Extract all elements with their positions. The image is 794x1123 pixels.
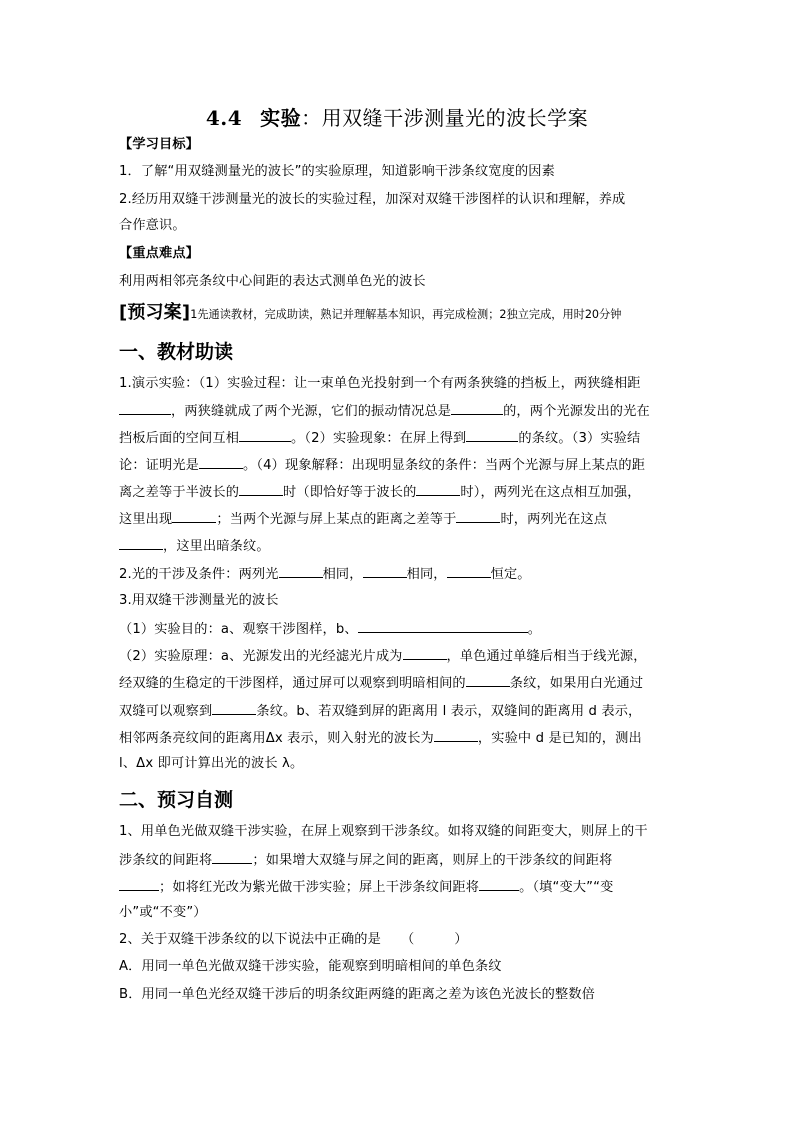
s1-item-3-2-line-2 xyxy=(119,672,679,694)
answer-blank[interactable] xyxy=(212,849,252,864)
text-segment: ，两狭缝就成了两个光源，它们的振动情况总是 xyxy=(171,404,452,419)
text-segment: 这里出现 xyxy=(119,512,173,527)
s1-item-3-2-line-4 xyxy=(119,727,679,749)
s1-item-3-2-line-5: l、Δx 即可计算出光的波长 λ。 xyxy=(119,756,304,771)
s1-line-7 xyxy=(119,535,679,557)
s1-line-1: 1.演示实验：（1）实验过程：让一束单色光投射到一个有两条狭缝的挡板上，两狭缝相距 xyxy=(119,376,641,391)
objective-1: 1．了解“用双缝测量光的波长”的实验原理，知道影响干涉条纹宽度的因素 xyxy=(119,164,555,179)
text-segment: 时），两列光在这点相互加强， xyxy=(460,485,641,500)
answer-blank[interactable] xyxy=(358,618,528,633)
text-segment: 双缝可以观察到 xyxy=(119,704,213,719)
answer-blank[interactable] xyxy=(447,563,491,578)
text-segment: 。（4）现象解释：出现明显条纹的条件：当两个光源与屏上某点的距 xyxy=(243,458,646,473)
answer-blank[interactable] xyxy=(363,563,407,578)
s1-line-5 xyxy=(119,481,679,503)
text-segment: 的条纹。（3）实验结 xyxy=(518,431,641,446)
title-rest: ：用双缝干涉测量光的波长学案 xyxy=(301,106,589,130)
text-segment: 恒定。 xyxy=(490,567,531,582)
s1-item-2 xyxy=(119,563,679,585)
page-title xyxy=(0,102,794,131)
section1-heading: 一、教材助读 xyxy=(119,341,234,363)
text-segment: 论：证明光是 xyxy=(119,458,200,473)
answer-blank[interactable] xyxy=(212,700,256,715)
answer-blank[interactable] xyxy=(119,400,171,415)
text-segment: 。（填“变大”“变 xyxy=(519,880,614,895)
text-segment: ；如果增大双缝与屏之间的距离，则屏上的干涉条纹的间距将 xyxy=(252,853,613,868)
s1-line-6 xyxy=(119,508,679,530)
text-segment: 。 xyxy=(527,622,542,637)
text-segment: 离之差等于半波长的 xyxy=(119,485,240,500)
q2-stem: 2、关于双缝干涉条纹的以下说法中正确的是 （ ） xyxy=(119,932,468,947)
answer-blank[interactable] xyxy=(479,876,519,891)
objective-2b: 合作意识。 xyxy=(119,218,186,233)
preview-note: 1先通读教材，完成助读，熟记并理解基本知识，再完成检测；2独立完成，用时20分钟 xyxy=(190,308,622,321)
text-segment: 涉条纹的间距将 xyxy=(119,853,213,868)
answer-blank[interactable] xyxy=(239,481,283,496)
answer-blank[interactable] xyxy=(279,563,323,578)
key-points-heading: 【重点难点】 xyxy=(119,246,200,261)
answer-blank[interactable] xyxy=(239,427,291,442)
text-segment: ，实验中 d 是已知的，测出 xyxy=(477,731,642,746)
answer-blank[interactable] xyxy=(456,508,500,523)
text-segment: （1）实验目的：a、观察干涉图样，b、 xyxy=(119,622,358,637)
q1-line-2 xyxy=(119,849,679,871)
s1-line-3 xyxy=(119,427,679,449)
preview-line xyxy=(119,300,679,328)
text-segment: 相邻两条亮纹间的距离用Δx 表示，则入射光的波长为 xyxy=(119,731,434,746)
q2-option-b[interactable]: B．用同一单色光经双缝干涉后的明条纹距两缝的距离之差为该色光波长的整数倍 xyxy=(119,987,596,1002)
answer-blank[interactable] xyxy=(119,876,159,891)
s1-item-3-2-line-1 xyxy=(119,645,679,667)
q2-option-a[interactable]: A．用同一单色光做双缝干涉实验，能观察到明暗相间的单色条纹 xyxy=(119,959,502,974)
q1-line-3 xyxy=(119,876,679,898)
answer-blank[interactable] xyxy=(451,400,503,415)
s1-item-3-2-line-3 xyxy=(119,700,679,722)
text-segment: 相同， xyxy=(322,567,363,582)
answer-blank[interactable] xyxy=(403,645,447,660)
text-segment: 2.光的干涉及条件：两列光 xyxy=(119,567,279,582)
answer-blank[interactable] xyxy=(466,427,518,442)
text-segment: 相同， xyxy=(406,567,447,582)
text-segment: 条纹。b、若双缝到屏的距离用 l 表示，双缝间的距离用 d 表示， xyxy=(256,704,642,719)
text-segment: 。（2）实验现象：在屏上得到 xyxy=(291,431,467,446)
text-segment: （2）实验原理：a、光源发出的光经滤光片成为 xyxy=(119,649,403,664)
text-segment: 挡板后面的空间互相 xyxy=(119,431,240,446)
key-points-text: 利用两相邻亮条纹中心间距的表达式测单色光的波长 xyxy=(119,274,426,289)
objectives-heading: 【学习目标】 xyxy=(119,137,200,152)
preview-heading: [预习案] xyxy=(119,302,191,323)
text-segment: 经双缝的生稳定的干涉图样，通过屏可以观察到明暗相间的 xyxy=(119,676,466,691)
answer-blank[interactable] xyxy=(119,535,163,550)
text-segment: 的，两个光源发出的光在 xyxy=(503,404,650,419)
objective-2a: 2.经历用双缝干涉测量光的波长的实验过程，加深对双缝干涉图样的认识和理解，养成 xyxy=(119,192,626,207)
s1-line-4 xyxy=(119,454,679,476)
answer-blank[interactable] xyxy=(172,508,216,523)
answer-blank[interactable] xyxy=(199,454,243,469)
answer-blank[interactable] xyxy=(434,727,478,742)
s1-line-2 xyxy=(119,400,679,422)
text-segment: ；如将红光改为紫光做干涉实验；屏上干涉条纹间距将 xyxy=(159,880,480,895)
answer-blank[interactable] xyxy=(466,672,510,687)
text-segment: ，单色通过单缝后相当于线光源， xyxy=(446,649,647,664)
section2-heading: 二、预习自测 xyxy=(119,789,234,811)
text-segment: 时（即恰好等于波长的 xyxy=(283,485,417,500)
text-segment: 时，两列光在这点 xyxy=(500,512,608,527)
text-segment: 条纹，如果用白光通过 xyxy=(509,676,644,691)
title-number: 4.4 xyxy=(205,106,243,130)
text-segment: ，这里出暗条纹。 xyxy=(163,539,270,554)
q1-line-4: 小”或“不变”） xyxy=(119,905,207,920)
title-prefix: 实验 xyxy=(260,106,302,130)
text-segment: ；当两个光源与屏上某点的距离之差等于 xyxy=(216,512,457,527)
s1-item-3-1 xyxy=(119,618,679,640)
answer-blank[interactable] xyxy=(416,481,460,496)
q1-line-1: 1、用单色光做双缝干涉实验，在屏上观察到干涉条纹。如将双缝的间距变大，则屏上的干 xyxy=(119,824,648,839)
s1-item-3-heading: 3.用双缝干涉测量光的波长 xyxy=(119,593,279,608)
